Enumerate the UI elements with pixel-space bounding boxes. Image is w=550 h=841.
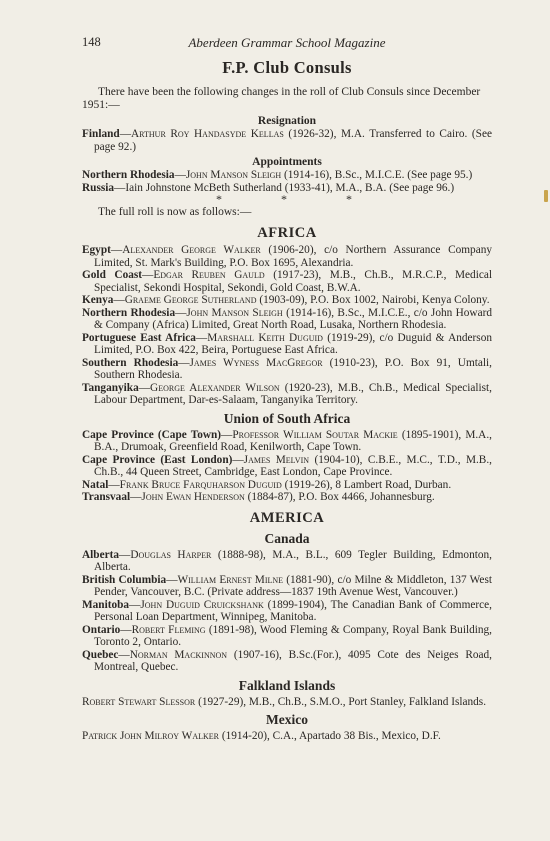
region-heading-america: AMERICA (249, 509, 325, 526)
consul-entry: Manitoba—John Duguid Cruickshank (1899-1904), The Canadian Bank of Commerce, Personal Loan Department, Winnipeg, Manitoba. (82, 598, 492, 623)
mexico-list (82, 730, 492, 743)
consul-entry: Southern Rhodesia—James Wyness MacGregor (1910-23), P.O. Box 91, Umtali, Southern Rhodesia. (82, 356, 492, 381)
consul-entry: Tanganyika—George Alexander Wilson (1920-23), M.B., Ch.B., Medical Specialist, Labour Department, Dar-es-Salaam, Tanganyika Territory. (82, 381, 493, 406)
consul-entry: Ontario—Robert Fleming (1891-98), Wood Fleming & Company, Royal Bank Building, Toronto 2, Ontario. (82, 623, 492, 648)
page-number: 148 (82, 35, 101, 49)
consul-entry: Egypt—Alexander George Walker (1906-20), c/o Northern Assurance Company Limited, St. Mark's Building, P.O. Box 1695, Alexandria. (82, 244, 493, 269)
consul-entry: Northern Rhodesia—John Manson Sleigh (1914-16), B.Sc., M.I.C.E. (See page 95.) (82, 169, 473, 181)
consul-entry: Finland—Arthur Roy Handasyde Kellas (1926-32), M.A. Transferred to Cairo. (See page 92.) (82, 128, 492, 153)
south-africa-list (82, 429, 492, 504)
page-header (82, 35, 492, 51)
page-edge-mark (544, 190, 548, 202)
consul-entry: Patrick John Milroy Walker (1914-20), C.A., Apartado 38 Bis., Mexico, D.F. (82, 730, 441, 742)
section-heading-appointments: Appointments (252, 156, 322, 168)
roll-intro: The full roll is now as follows:— (98, 206, 252, 218)
section-heading-resignation: Resignation (257, 115, 317, 127)
consul-entry: British Columbia—William Ernest Milne (1881-90), c/o Milne & Middleton, 137 West Pender, Vancouver, B.C. (Private address—1837 19th Avenue West, Vancouver.) (82, 573, 492, 598)
consul-entry: Alberta—Douglas Harper (1888-98), M.A., B.L., 609 Tegler Building, Edmonton, Alberta. (82, 548, 492, 573)
region-heading-falkland-islands: Falkland Islands (238, 677, 336, 693)
consul-entry: Russia—Iain Johnstone McBeth Sutherland (1933-41), M.A., B.A. (See page 96.) (82, 181, 455, 194)
falkland-list (82, 696, 492, 709)
page-content (82, 58, 492, 743)
article-title: F.P. Club Consuls (222, 58, 352, 77)
consul-entry: Portuguese East Africa—Marshall Keith Duguid (1919-29), c/o Duguid & Anderson Limited, P.O. Box 422, Beira, Portuguese East Africa. (82, 331, 492, 356)
appointments-list (82, 169, 492, 194)
consul-entry: Natal—Frank Bruce Farquharson Duguid (1919-26), 8 Lambert Road, Durban. (82, 478, 452, 491)
section-divider-stars: * * * (216, 192, 380, 206)
africa-list (82, 244, 492, 407)
region-heading-africa: AFRICA (257, 225, 317, 241)
consul-entry: Quebec—Norman Mackinnon (1907-16), B.Sc.(For.), 4095 Cote des Neiges Road, Montreal, Quebec. (82, 648, 492, 673)
region-heading-canada: Canada (264, 530, 310, 546)
intro-paragraph: There have been the following changes in the roll of Club Consuls since December 1951:— (82, 86, 481, 111)
running-title: Aberdeen Grammar School Magazine (188, 35, 386, 50)
region-heading-south-africa: Union of South Africa (223, 410, 351, 426)
region-heading-mexico: Mexico (266, 712, 308, 727)
consul-entry: Northern Rhodesia—John Manson Sleigh (1914-16), B.Sc., M.I.C.E., c/o John Howard & Company (Africa) Limited, Great North Road, Lusaka, Northern Rhodesia. (82, 306, 492, 331)
consul-entry: Cape Province (East London)—James Melvin (1904-10), C.B.E., M.C., T.D., M.B., Ch.B., 44 Queen Street, Cambridge, East London, Cape Province. (82, 453, 492, 478)
consul-entry: Robert Stewart Slessor (1927-29), M.B., Ch.B., S.M.O., Port Stanley, Falkland Islands. (82, 695, 487, 708)
resignation-list (82, 128, 492, 153)
consul-entry: Kenya—Graeme George Sutherland (1903-09), P.O. Box 1002, Nairobi, Kenya Colony. (82, 294, 490, 306)
canada-list (82, 549, 492, 674)
consul-entry: Cape Province (Cape Town)—Professor William Soutar Mackie (1895-1901), M.A., B.A., Drumoak, Greenfield Road, Kenilworth, Cape Town. (82, 428, 492, 453)
consul-entry: Transvaal—John Ewan Henderson (1884-87), P.O. Box 4466, Johannesburg. (82, 491, 435, 503)
consul-entry: Gold Coast—Edgar Reuben Gauld (1917-23), M.B., Ch.B., M.R.C.P., Medical Specialist, Sekondi Hospital, Sekondi, Gold Coast, B.W.A. (82, 269, 493, 294)
